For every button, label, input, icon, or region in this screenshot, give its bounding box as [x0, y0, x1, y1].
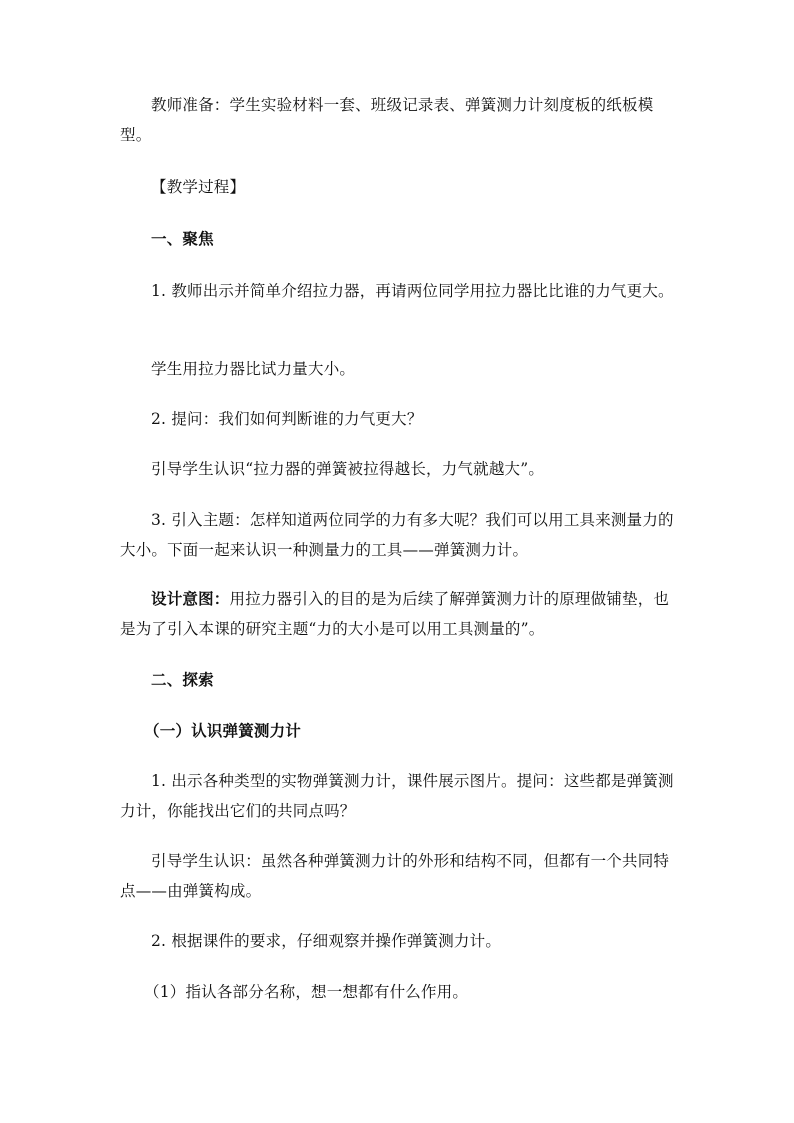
step-2-guide-paragraph — [120, 454, 676, 484]
explore-step-2-text: 2. 根据课件的要求，仔细观察并操作弹簧测力计。 — [151, 932, 502, 950]
section-2-title-text: 二、探索 — [151, 670, 214, 689]
explore-step-1-paragraph — [120, 766, 676, 826]
step-2-paragraph — [120, 404, 676, 434]
explore-step-1-guide-paragraph — [120, 846, 676, 906]
section-1-title — [120, 224, 676, 254]
step-1-text: 1. 教师出示并简单介绍拉力器，再请两位同学用拉力器比比谁的力气更大。 — [151, 282, 674, 300]
step-1-student-paragraph — [120, 354, 676, 384]
step-1-student-text: 学生用拉力器比试力量大小。 — [151, 360, 356, 378]
explore-step-2-1-paragraph — [120, 977, 700, 1007]
section-1-title-text: 一、聚焦 — [151, 229, 214, 248]
step-1-paragraph — [120, 276, 676, 306]
subsection-1-title-text: （一）认识弹簧测力计 — [144, 721, 302, 740]
design-intent-paragraph — [120, 584, 676, 644]
teacher-prep-text: 教师准备：学生实验材料一套、班级记录表、弹簧测力计刻度板的纸板模型。 — [120, 96, 654, 144]
explore-step-2-1-text: （1）指认各部分名称，想一想都有什么作用。 — [144, 983, 469, 1001]
explore-step-1-text: 1. 出示各种类型的实物弹簧测力计，课件展示图片。提问：这些都是弹簧测力计，你能找出它们的共同点吗？ — [120, 772, 674, 820]
process-title — [120, 172, 676, 202]
process-title-text: 【教学过程】 — [151, 178, 246, 196]
design-intent-body: 用拉力器引入的目的是为后续了解弹簧测力计的原理做铺垫，也是为了引入本课的研究主题“力的大小是可以用工具测量的”。 — [120, 590, 670, 638]
explore-step-2-paragraph — [120, 926, 676, 956]
explore-step-1-guide-text: 引导学生认识：虽然各种弹簧测力计的外形和结构不同，但都有一个共同特点——由弹簧构成。 — [120, 852, 670, 900]
teacher-prep-paragraph — [120, 90, 676, 150]
step-2-text: 2. 提问：我们如何判断谁的力气更大？ — [151, 410, 423, 428]
step-3-text: 3. 引入主题：怎样知道两位同学的力有多大呢？我们可以用工具来测量力的大小。下面一起来认识一种测量力的工具——弹簧测力计。 — [120, 511, 674, 559]
step-2-guide-text: 引导学生认识“拉力器的弹簧被拉得越长，力气就越大”。 — [151, 460, 545, 478]
design-intent-label: 设计意图： — [151, 589, 230, 608]
subsection-1-title — [120, 716, 700, 746]
section-2-title — [120, 665, 676, 695]
step-3-paragraph — [120, 505, 676, 565]
